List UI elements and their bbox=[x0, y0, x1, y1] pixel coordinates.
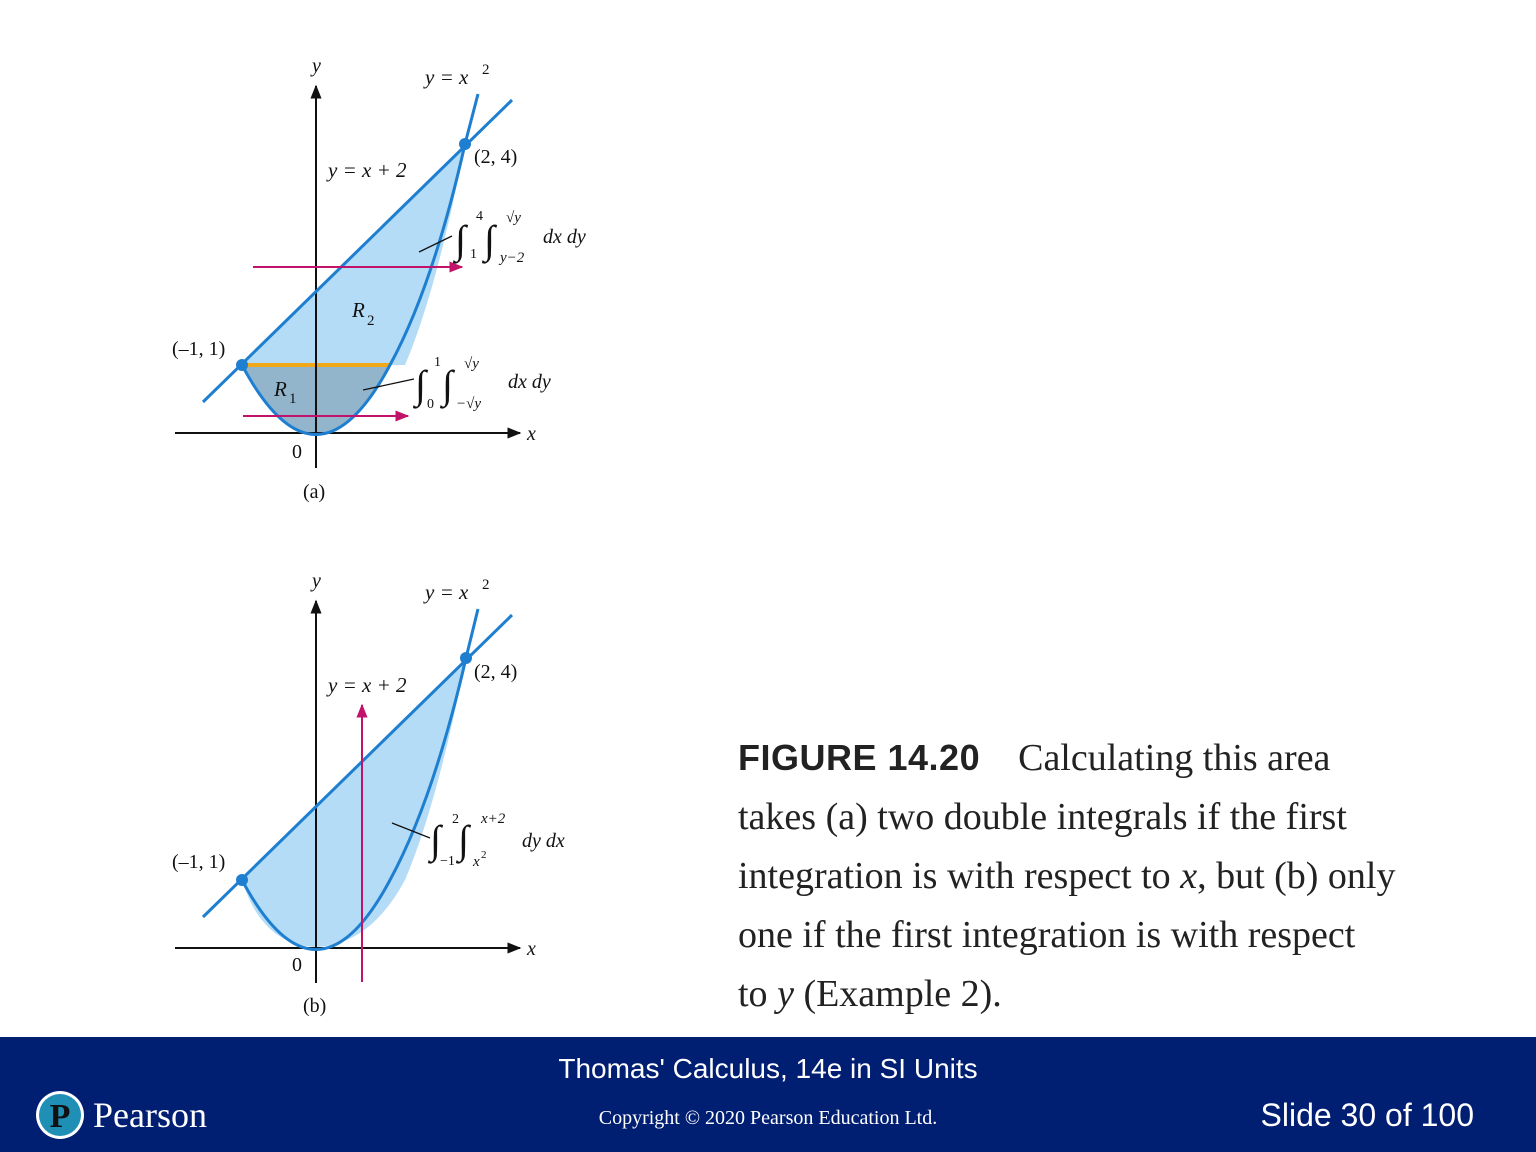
region-r2-subscript: 2 bbox=[367, 313, 375, 329]
integral-sign-outer: ∫ bbox=[415, 362, 426, 407]
book-title: Thomas' Calculus, 14e in SI Units bbox=[558, 1053, 978, 1084]
caption-var-x: x bbox=[1180, 855, 1198, 897]
point-left-label: (–1, 1) bbox=[172, 851, 226, 873]
integral-top bbox=[452, 209, 586, 266]
parabola-label: y = x bbox=[425, 65, 469, 89]
integral-upper: 2 bbox=[452, 812, 459, 827]
point-neg1-1 bbox=[236, 359, 248, 371]
integral-differentials: dy dx bbox=[522, 830, 565, 852]
integral-top-differentials: dx dy bbox=[543, 226, 586, 248]
y-axis-label: y bbox=[312, 570, 321, 592]
integral-top-inner-upper: √y bbox=[506, 210, 521, 226]
figure-a-diagram bbox=[0, 0, 700, 515]
integral-top-lower: 1 bbox=[470, 247, 477, 262]
caption-text-5a: to bbox=[738, 973, 778, 1015]
svg-text:P: P bbox=[49, 1098, 71, 1135]
y-axis-label: y bbox=[312, 55, 321, 77]
figure-b-diagram bbox=[0, 515, 700, 1030]
point-left-label: (–1, 1) bbox=[172, 338, 226, 360]
x-axis-label: x bbox=[527, 423, 536, 445]
integral-inner-upper: x+2 bbox=[481, 811, 506, 827]
caption-text-1: Calculating this area bbox=[1018, 737, 1331, 779]
figure-caption bbox=[738, 728, 1518, 1024]
caption-text-3b: , but (b) only bbox=[1197, 855, 1396, 897]
caption-text-3a: integration is with respect to bbox=[738, 855, 1181, 897]
integral-bottom-inner-lower: −√y bbox=[456, 396, 482, 412]
pearson-wordmark: Pearson bbox=[93, 1095, 207, 1135]
caption-line-2: takes (a) two double integrals if the first bbox=[738, 796, 1347, 838]
integral-bottom-differentials: dx dy bbox=[508, 371, 551, 393]
caption-line-3 bbox=[738, 847, 1518, 906]
point-top-label: (2, 4) bbox=[474, 146, 518, 168]
line-label: y = x + 2 bbox=[328, 673, 407, 697]
integral-top-inner-lower: y−2 bbox=[500, 250, 525, 266]
figure-number: FIGURE 14.20 bbox=[738, 737, 981, 778]
parabola-label: y = x bbox=[425, 580, 469, 604]
integral-inner-lower-exponent: 2 bbox=[481, 849, 487, 861]
point-neg1-1 bbox=[236, 874, 248, 886]
integral-top-upper: 4 bbox=[476, 209, 483, 224]
integral-bottom-upper: 1 bbox=[434, 355, 441, 370]
origin-label: 0 bbox=[292, 441, 302, 463]
caption-line-5 bbox=[738, 965, 1518, 1024]
integral-inner-lower: x bbox=[473, 854, 480, 870]
region-r1-subscript: 1 bbox=[289, 391, 297, 407]
caption-var-y: y bbox=[777, 973, 794, 1015]
slide-footer bbox=[0, 1037, 1536, 1152]
point-top-label: (2, 4) bbox=[474, 661, 518, 683]
integral-lower: −1 bbox=[440, 854, 455, 869]
region-r2-label: R bbox=[352, 298, 365, 322]
integral-bottom-inner-upper: √y bbox=[464, 356, 479, 372]
origin-label: 0 bbox=[292, 954, 302, 976]
integral-bottom bbox=[412, 355, 551, 412]
integral-sign-inner: ∫ bbox=[442, 362, 453, 407]
region-r1-label: R bbox=[274, 377, 287, 401]
integral bbox=[427, 811, 565, 870]
panel-label-b: (b) bbox=[303, 995, 327, 1017]
x-axis-label: x bbox=[527, 938, 536, 960]
integral-sign-inner: ∫ bbox=[458, 817, 469, 862]
slide-number: Slide 30 of 100 bbox=[1260, 1097, 1474, 1133]
region-area bbox=[242, 658, 466, 947]
caption-line-4: one if the first integration is with respect bbox=[738, 914, 1356, 956]
point-2-4 bbox=[459, 138, 471, 150]
caption-line-1 bbox=[738, 728, 1518, 788]
integral-sign-outer: ∫ bbox=[430, 817, 441, 862]
integral-bottom-lower: 0 bbox=[427, 397, 434, 412]
integral-sign-outer: ∫ bbox=[455, 217, 466, 262]
panel-label-a: (a) bbox=[303, 481, 326, 503]
caption-text-5b: (Example 2). bbox=[793, 973, 1002, 1015]
integral-sign-inner: ∫ bbox=[484, 217, 495, 262]
copyright: Copyright © 2020 Pearson Education Ltd. bbox=[598, 1107, 938, 1129]
parabola-label-exponent: 2 bbox=[482, 577, 490, 593]
point-2-4 bbox=[460, 652, 472, 664]
line-label: y = x + 2 bbox=[328, 158, 407, 182]
parabola-label-exponent: 2 bbox=[482, 62, 490, 78]
